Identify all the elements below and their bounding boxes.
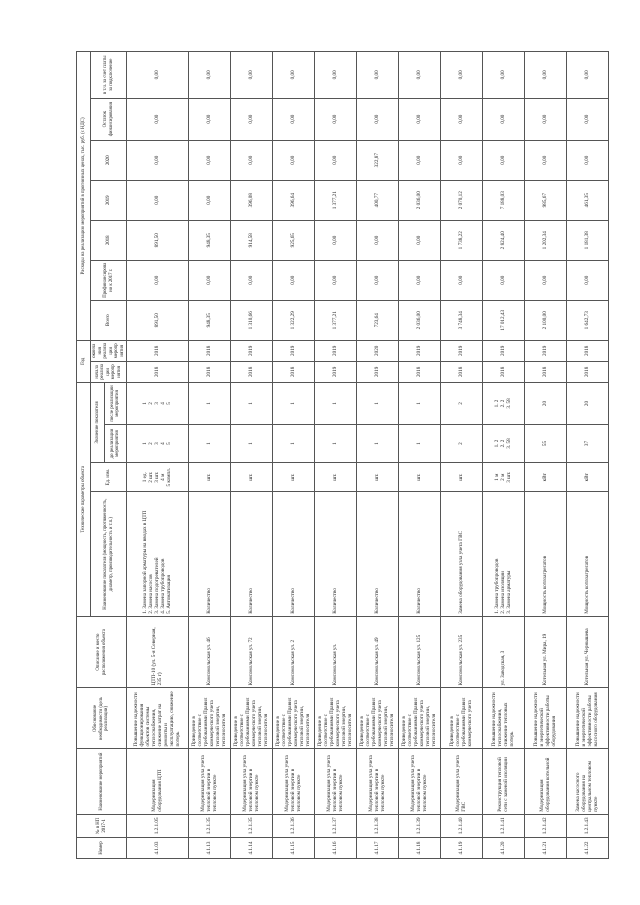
cell-y2019: 2 036,00: [399, 180, 441, 220]
cell-start: 2019: [315, 361, 357, 382]
cell-start: 2019: [357, 361, 399, 382]
cell-start: 2018: [483, 361, 525, 382]
cell-num: 4.1.20: [483, 837, 525, 858]
cell-incl: 0,00: [483, 52, 525, 99]
header-values-group: Значение показателя: [91, 382, 105, 462]
cell-y2019: 0,00: [127, 180, 189, 220]
header-tech-name: Наименование показателя (мощность, протяженность, диаметр, производительность и т.п.): [91, 492, 127, 616]
cell-tech-name: Количество: [189, 492, 231, 616]
cell-rest: 0,00: [189, 98, 231, 140]
cell-total: 2 036,00: [399, 300, 441, 340]
cell-code: 1.2.1.39: [399, 814, 441, 837]
header-location: Описание и место расположения объекта: [77, 616, 127, 688]
cell-before: 1 2 3 4 5: [127, 425, 189, 463]
cell-total: 1 310,66: [231, 300, 273, 340]
cell-tech-name: Количество: [399, 492, 441, 616]
cell-y2020: 0,00: [315, 140, 357, 180]
cell-incl: 0,00: [231, 52, 273, 99]
cell-after: 1: [273, 382, 315, 424]
cell-name: Модернизация оборудования ЦТП: [127, 749, 189, 814]
cell-y2018: 0,00: [399, 220, 441, 260]
cell-name: Модернизация узла учета тепловой энергии в тепловом пункте: [273, 749, 315, 814]
cell-purpose: Приведение в соответствие с требованиями Правил коммерческого учета тепловой энергии, теплоносителя: [273, 688, 315, 749]
cell-purpose: Приведение в соответствие с требованиями Правил коммерческого учета тепловой энергии, теплоносителя: [315, 688, 357, 749]
cell-unit: шт.: [357, 462, 399, 491]
cell-start: 2018: [441, 361, 483, 382]
cell-before: 1: [231, 425, 273, 463]
cell-total: 3 748,34: [441, 300, 483, 340]
header-2018: 2018: [91, 220, 127, 260]
cell-spent: 0,00: [525, 260, 567, 300]
cell-start: 2018: [567, 361, 609, 382]
cell-end: 2019: [231, 340, 273, 361]
cell-start: 2018: [273, 361, 315, 382]
cell-before: 1: [399, 425, 441, 463]
cell-tech-name: Количество: [357, 492, 399, 616]
cell-y2018: 914,58: [231, 220, 273, 260]
cell-location: Котельная ул. Мира, 19: [525, 616, 567, 688]
program-table: [76, 51, 609, 859]
header-2020: 2020: [91, 140, 127, 180]
cell-incl: 0,00: [273, 52, 315, 99]
cell-end: 2019: [441, 340, 483, 361]
table-row: [567, 52, 609, 859]
cell-total: 2 100,00: [525, 300, 567, 340]
cell-y2019: 7 188,03: [483, 180, 525, 220]
cell-purpose: Приведение в соответствие с требованиями Правил коммерческого учета тепловой энергии, теплоносителя: [189, 688, 231, 749]
table-row: [189, 52, 231, 859]
cell-unit: шт.: [315, 462, 357, 491]
cell-unit: кВт: [567, 462, 609, 491]
cell-start: 2018: [525, 361, 567, 382]
table-row: [483, 52, 525, 859]
header-spent: Профинансировано к 2017 г.: [91, 260, 127, 300]
cell-num: 4.1.18: [399, 837, 441, 858]
cell-after: 1: [189, 382, 231, 424]
cell-location: ул. Заводская, 3: [483, 616, 525, 688]
header-total: Всего: [91, 300, 127, 340]
cell-unit: 1 ед. 2 шт. 3 шт. 4 м 5 компл.: [127, 462, 189, 491]
cell-start: 2018: [399, 361, 441, 382]
cell-code: 1.2.1.37: [315, 814, 357, 837]
cell-name: Модернизация узла учета тепловой энергии в тепловом пункте: [399, 749, 441, 814]
header-unit: Ед. изм.: [91, 462, 127, 491]
cell-total: 1 322,29: [273, 300, 315, 340]
table-row: [441, 52, 483, 859]
cell-purpose: Приведение в соответствие с требованиями Правил коммерческого учета тепловой энергии, теплоносителя: [357, 688, 399, 749]
cell-rest: 0,00: [273, 98, 315, 140]
cell-purpose: Приведение в соответствие с требованиями Правил коммерческого учета: [441, 688, 483, 749]
cell-tech-name: Количество: [315, 492, 357, 616]
cell-num: 4.1.16: [315, 837, 357, 858]
cell-location: Комсомольская ул. 46: [189, 616, 231, 688]
cell-spent: 0,00: [399, 260, 441, 300]
table-row: [357, 52, 399, 859]
cell-purpose: Повышение надежности функционирования объектов системы теплоснабжения, снижение затрат на ремонты и эксплуатацию, снижение потерь: [127, 688, 189, 749]
cell-after: 1 2 3 4 5: [127, 382, 189, 424]
cell-code: 1.2.1.38: [357, 814, 399, 837]
cell-unit: шт.: [189, 462, 231, 491]
cell-unit: 1 м 2 м 3 шт.: [483, 462, 525, 491]
cell-after: 1: [399, 382, 441, 424]
cell-location: Комсомольская ул.: [315, 616, 357, 688]
cell-y2019: 400,77: [357, 180, 399, 220]
header-end: окончания реализации мероприятия: [91, 340, 127, 361]
cell-spent: 0,00: [231, 260, 273, 300]
cell-end: 2020: [357, 340, 399, 361]
cell-total: 17 012,43: [483, 300, 525, 340]
cell-before: 1: [315, 425, 357, 463]
cell-rest: 0,00: [441, 98, 483, 140]
cell-after: 1. 2 2. 2 3. 58: [483, 382, 525, 424]
cell-end: 2018: [127, 340, 189, 361]
cell-rest: 0,00: [399, 98, 441, 140]
header-name: Наименование мероприятий: [77, 749, 127, 814]
cell-before: 1: [189, 425, 231, 463]
cell-purpose: Повышение надежности и энергетической эффективности работы оборудования: [525, 688, 567, 749]
cell-before: 37: [567, 425, 609, 463]
cell-total: 1 377,21: [315, 300, 357, 340]
cell-y2019: 396,08: [231, 180, 273, 220]
cell-name: Модернизация оборудования котельной: [525, 749, 567, 814]
cell-after: 2: [441, 382, 483, 424]
cell-end: 2018: [567, 340, 609, 361]
cell-unit: шт.: [441, 462, 483, 491]
cell-y2019: 0,00: [189, 180, 231, 220]
cell-end: 2018: [189, 340, 231, 361]
cell-purpose: Приведение в соответствие с требованиями Правил коммерческого учета тепловой энергии, теплоносителя: [231, 688, 273, 749]
header-code: № в НП 2017-1: [77, 814, 127, 837]
cell-location: Комсомольская ул. 125: [399, 616, 441, 688]
cell-after: 20: [567, 382, 609, 424]
cell-after: 1: [315, 382, 357, 424]
header-2019: 2019: [91, 180, 127, 220]
cell-total: 891,50: [127, 300, 189, 340]
cell-location: Котельная ул. Чернышева: [567, 616, 609, 688]
cell-y2018: 1 738,22: [441, 220, 483, 260]
cell-spent: 0,00: [567, 260, 609, 300]
cell-spent: 0,00: [441, 260, 483, 300]
cell-end: 2019: [273, 340, 315, 361]
table-row: [273, 52, 315, 859]
cell-num: 4.1.17: [357, 837, 399, 858]
cell-rest: 0,00: [567, 98, 609, 140]
cell-before: 55: [525, 425, 567, 463]
cell-spent: 0,00: [357, 260, 399, 300]
cell-code: 1.2.1.43: [567, 814, 609, 837]
cell-y2018: 1 181,38: [567, 220, 609, 260]
cell-tech-name: Количество: [231, 492, 273, 616]
cell-code: 1.2.1.41: [483, 814, 525, 837]
header-num: Номер: [77, 837, 127, 858]
cell-after: 20: [525, 382, 567, 424]
header-finance-group: Расходы на реализацию мероприятий в прогнозных ценах, тыс. руб. (с НДС): [77, 52, 91, 341]
cell-y2018: 948,35: [189, 220, 231, 260]
cell-rest: 0,00: [127, 98, 189, 140]
cell-y2020: 0,00: [525, 140, 567, 180]
cell-tech-name: Количество: [273, 492, 315, 616]
cell-name: Модернизация узла учета тепловой энергии в тепловом пункте: [357, 749, 399, 814]
cell-start: 2018: [231, 361, 273, 382]
cell-y2018: 925,65: [273, 220, 315, 260]
cell-name: Замена насосного оборудования на центральном тепловом пункте: [567, 749, 609, 814]
cell-code: 1.2.1.35: [189, 814, 231, 837]
cell-y2019: 985,67: [525, 180, 567, 220]
cell-name: Реконструкция тепловой сети с заменой изоляции: [483, 749, 525, 814]
cell-num: 4.1.15: [273, 837, 315, 858]
cell-end: 2019: [483, 340, 525, 361]
cell-num: 4.1.13: [189, 837, 231, 858]
cell-y2019: 396,64: [273, 180, 315, 220]
cell-purpose: Повышение надежности и энергетической эффективности работы насосного оборудования: [567, 688, 609, 749]
cell-tech-name: Мощность котлоагрегатов: [525, 492, 567, 616]
cell-rest: 0,00: [483, 98, 525, 140]
cell-start: 2018: [127, 361, 189, 382]
cell-after: 1: [231, 382, 273, 424]
cell-before: 1: [357, 425, 399, 463]
cell-incl: 0,00: [357, 52, 399, 99]
cell-location: Комсомольская ул. 235: [441, 616, 483, 688]
cell-tech-name: Замена оборудования узла учета ГВС: [441, 492, 483, 616]
cell-unit: кВт: [525, 462, 567, 491]
cell-incl: 0,00: [127, 52, 189, 99]
cell-y2019: 461,35: [567, 180, 609, 220]
cell-unit: шт.: [399, 462, 441, 491]
header-tech-group: Технические параметры объекта: [77, 382, 91, 616]
cell-num: 4.1.03: [127, 837, 189, 858]
cell-num: 4.1.19: [441, 837, 483, 858]
cell-code: 1.2.1.35: [231, 814, 273, 837]
table-row: [399, 52, 441, 859]
cell-end: 2019: [399, 340, 441, 361]
cell-rest: 0,00: [525, 98, 567, 140]
cell-purpose: Повышение надежности теплоснабжения, снижение тепловых потерь: [483, 688, 525, 749]
cell-incl: 0,00: [189, 52, 231, 99]
cell-spent: 0,00: [127, 260, 189, 300]
cell-y2018: 2 824,40: [483, 220, 525, 260]
cell-incl: 0,00: [567, 52, 609, 99]
cell-after: 1: [357, 382, 399, 424]
cell-total: 1 642,73: [567, 300, 609, 340]
header-start: начала реализации мероприятия: [91, 361, 127, 382]
cell-y2020: 0,00: [441, 140, 483, 180]
table-row: [231, 52, 273, 859]
cell-rest: 0,00: [231, 98, 273, 140]
cell-incl: 0,00: [399, 52, 441, 99]
cell-num: 4.1.21: [525, 837, 567, 858]
cell-rest: 0,00: [315, 98, 357, 140]
cell-y2018: 1 202,34: [525, 220, 567, 260]
cell-y2020: 0,00: [399, 140, 441, 180]
cell-incl: 0,00: [441, 52, 483, 99]
cell-y2019: 1 377,21: [315, 180, 357, 220]
cell-end: 2019: [525, 340, 567, 361]
cell-spent: 0,00: [315, 260, 357, 300]
cell-location: Комсомольская ул. 72: [231, 616, 273, 688]
cell-rest: 0,00: [357, 98, 399, 140]
cell-y2018: 0,00: [315, 220, 357, 260]
cell-spent: 0,00: [189, 260, 231, 300]
cell-unit: шт.: [231, 462, 273, 491]
cell-end: 2019: [315, 340, 357, 361]
cell-num: 4.1.22: [567, 837, 609, 858]
cell-y2020: 0,00: [231, 140, 273, 180]
cell-y2020: 0,00: [567, 140, 609, 180]
cell-y2020: 0,00: [189, 140, 231, 180]
cell-y2020: 322,87: [357, 140, 399, 180]
header-rest: Остаток финансирования: [91, 98, 127, 140]
cell-total: 723,64: [357, 300, 399, 340]
table-row: [127, 52, 189, 859]
cell-spent: 0,00: [273, 260, 315, 300]
cell-tech-name: Мощность котлоагрегатов: [567, 492, 609, 616]
cell-y2019: 2 070,12: [441, 180, 483, 220]
cell-y2020: 0,00: [127, 140, 189, 180]
cell-start: 2018: [189, 361, 231, 382]
cell-name: Модернизация узла учета тепловой энергии в тепловом пункте: [189, 749, 231, 814]
cell-code: 1.2.1.36: [273, 814, 315, 837]
cell-y2018: 0,00: [357, 220, 399, 260]
cell-before: 2: [441, 425, 483, 463]
cell-code: 1.2.1.40: [441, 814, 483, 837]
cell-before: 1. 2 2. 2 3. 58: [483, 425, 525, 463]
cell-location: Комсомольская ул. 49: [357, 616, 399, 688]
cell-code: 1.2.1.42: [525, 814, 567, 837]
table-body: [127, 52, 609, 859]
cell-num: 4.1.14: [231, 837, 273, 858]
table-row: [315, 52, 357, 859]
cell-purpose: Приведение в соответствие с требованиями Правил коммерческого учета тепловой энергии, теплоносителя: [399, 688, 441, 749]
cell-location: ЦТП-10 (ул. 5-я Северная, 235 г): [127, 616, 189, 688]
header-after: после реализации мероприятия: [104, 382, 127, 424]
cell-y2018: 891,50: [127, 220, 189, 260]
header-incl: в т.ч. за счет платы за подключение: [91, 52, 127, 99]
cell-name: Модернизация узла учета тепловой энергии в тепловом пункте: [231, 749, 273, 814]
cell-before: 1: [273, 425, 315, 463]
cell-location: Комсомольская ул. 2: [273, 616, 315, 688]
cell-y2020: 0,00: [483, 140, 525, 180]
header-before: до реализации мероприятия: [104, 425, 127, 463]
header-purpose: Обоснование необходимости (цель реализации): [77, 688, 127, 749]
cell-code: 1.2.1.05: [127, 814, 189, 837]
header-dates-group: Год: [77, 340, 91, 382]
cell-spent: 0,00: [483, 260, 525, 300]
cell-incl: 0,00: [315, 52, 357, 99]
cell-tech-name: 1. Замена запорной арматуры на вводах в ЦТП 2. Замена насосов 3. Замена подогревателей 4. Замена трубопроводов 5. Автоматизация: [127, 492, 189, 616]
cell-total: 948,35: [189, 300, 231, 340]
cell-y2020: 0,00: [273, 140, 315, 180]
table-row: [525, 52, 567, 859]
cell-name: Модернизация узла учета ГВС: [441, 749, 483, 814]
cell-incl: 0,00: [525, 52, 567, 99]
cell-unit: шт.: [273, 462, 315, 491]
cell-tech-name: 1. Замена трубопроводов 2. Замена изоляции 3. Замена арматуры: [483, 492, 525, 616]
cell-name: Модернизация узла учета тепловой энергии в тепловом пункте: [315, 749, 357, 814]
